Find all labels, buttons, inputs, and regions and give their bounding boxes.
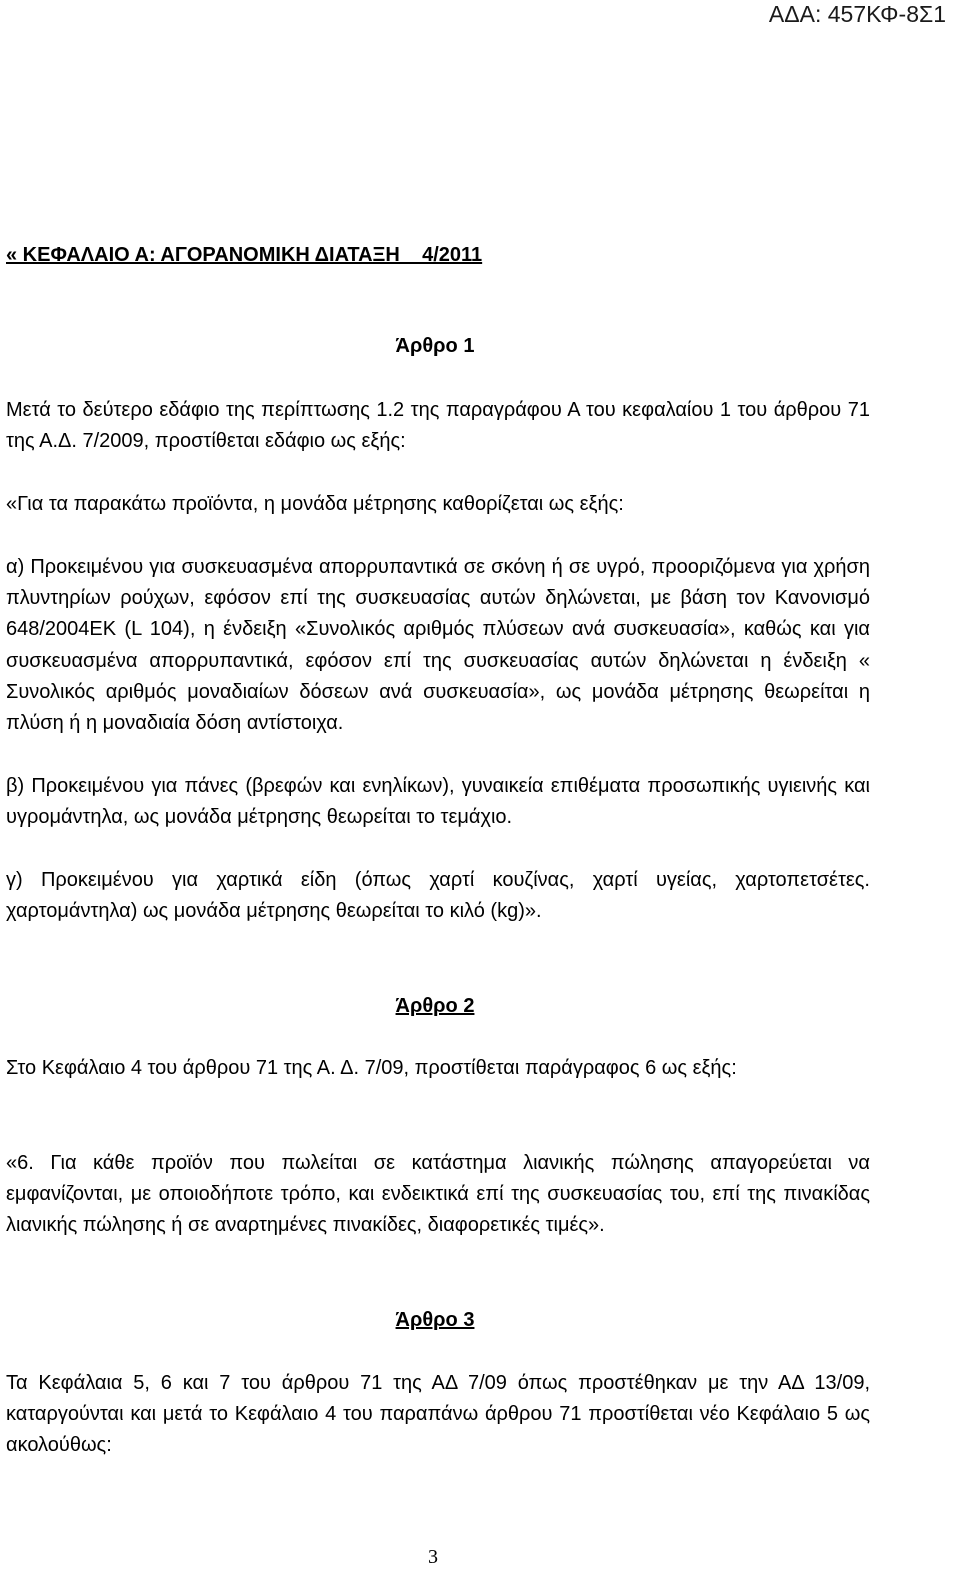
article-1-heading: Άρθρο 1	[395, 335, 475, 357]
chapter-title: « ΚΕΦΑΛΑΙΟ Α: ΑΓΟΡΑΝΟΜΙΚΗ ΔΙΑΤΑΞΗ 4/2011	[6, 244, 483, 266]
ada-code: ΑΔΑ: 457ΚΦ-8Σ1	[768, 1, 946, 27]
article-1-quote-intro: «Για τα παρακάτω προϊόντα, η μονάδα μέτρησης καθορίζεται ως εξής:	[6, 493, 624, 515]
article-1-item-b: β) Προκειμένου για πάνες (βρεφών και ενηλίκων), γυναικεία επιθέματα προσωπικής υγιεινής και υγρομάντηλα, ως μονάδα μέτρησης θεωρείται το τεμάχιο.	[6, 775, 870, 829]
article-1-intro: Μετά το δεύτερο εδάφιο της περίπτωσης 1.2 της παραγράφου Α του κεφαλαίου 1 του άρθρου 71 της Α.Δ. 7/2009, προστίθεται εδάφιο ως εξής:	[6, 399, 870, 453]
article-3-paragraph: Τα Κεφάλαια 5, 6 και 7 του άρθρου 71 της ΑΔ 7/09 όπως προστέθηκαν με την ΑΔ 13/09, καταργούνται και μετά το Κεφάλαιο 4 του παραπάνω άρθρου 71 προστίθεται νέο Κεφάλαιο 5 ως ακολούθως:	[6, 1372, 870, 1457]
article-3-heading: Άρθρο 3	[395, 1309, 475, 1331]
article-2-heading: Άρθρο 2	[395, 995, 475, 1017]
article-2-intro: Στο Κεφάλαιο 4 του άρθρου 71 της Α. Δ. 7/09, προστίθεται παράγραφος 6 ως εξής:	[6, 1057, 737, 1079]
page-number: 3	[428, 1546, 438, 1568]
article-1-item-c: γ) Προκειμένου για χαρτικά είδη (όπως χαρτί κουζίνας, χαρτί υγείας, χαρτοπετσέτες. χαρτομάντηλα) ως μονάδα μέτρησης θεωρείται το κιλό (kg)».	[6, 869, 870, 923]
article-2-paragraph: «6. Για κάθε προϊόν που πωλείται σε κατάστημα λιανικής πώλησης απαγορεύεται να εμφανίζονται, με οποιοδήποτε τρόπο, και ενδεικτικά επί της συσκευασίας του, επί της πινακίδας λιανικής πώλησης ή σε αναρτημένες πινακίδες, διαφορετικές τιμές».	[6, 1152, 870, 1237]
article-1-item-a: α) Προκειμένου για συσκευασμένα απορρυπαντικά σε σκόνη ή σε υγρό, προοριζόμενα για χρήση πλυντηρίων ρούχων, εφόσον επί της συσκευασίας αυτών δηλώνεται, με βάση τον Κανονισμό 648/2004ΕΚ (L 104), η ένδειξη «Συνολικός αριθμός πλύσεων ανά συσκευασία», καθώς και για συσκευασμένα απορρυπαντικά, εφόσον επί της συσκευασίας αυτών δηλώνεται η ένδειξη « Συνολικός αριθμός μοναδιαίων δόσεων ανά συσκευασία», ως μονάδα μέτρησης θεωρείται η πλύση ή η μοναδιαία δόση αντίστοιχα.	[6, 556, 870, 735]
